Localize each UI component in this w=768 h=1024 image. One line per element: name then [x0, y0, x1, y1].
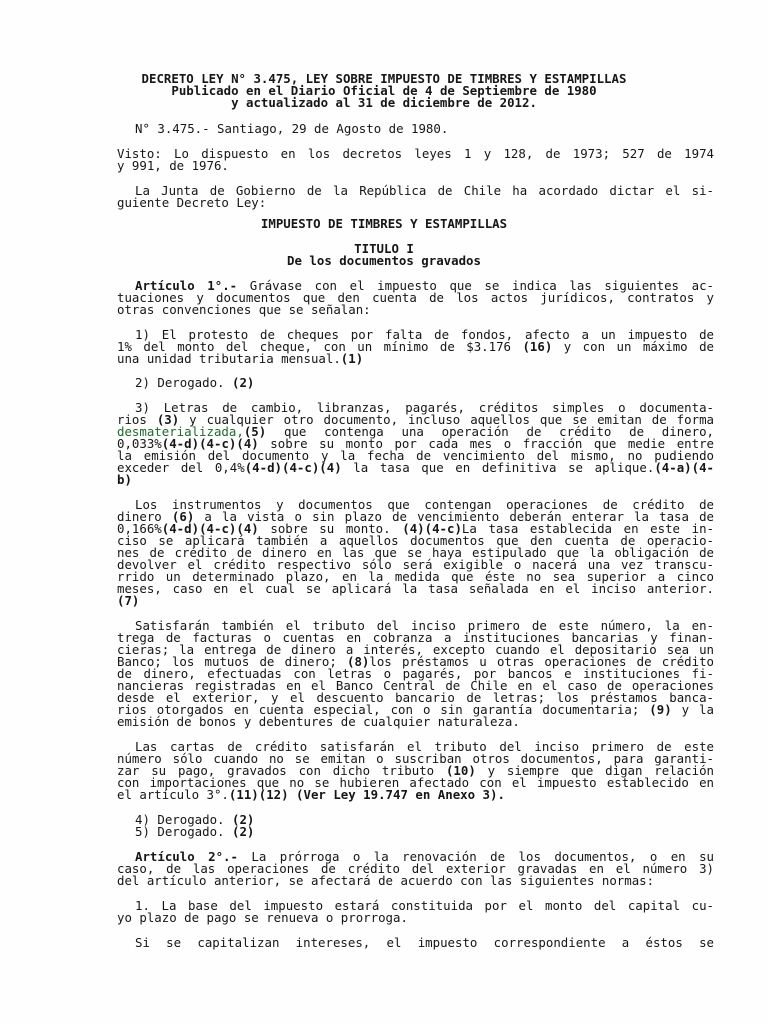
- paragraph-line: dinero (6) a la vista o sin plazo de vencimiento deberán enterar la tasa de: [117, 509, 715, 524]
- footnote-ref: (16): [522, 339, 553, 354]
- numeral-1-line: una unidad tributaria mensual.(1): [117, 351, 364, 366]
- numeral-3-line: desmaterializada,(5) que contenga una operación de crédito de dinero,: [117, 424, 714, 439]
- article-1-line: Artículo 1°.- Grávase con el impuesto que se indica las siguientes ac-: [135, 278, 714, 293]
- highlighted-term: desmaterializada,: [117, 424, 244, 439]
- footnote-ref: (2): [231, 824, 255, 839]
- footnote-ref: b): [117, 472, 132, 487]
- paragraph-line: número sólo cuando no se emitan o suscriban otros documentos, para garanti-: [117, 751, 714, 766]
- paragraph-line: zar su pago, gravados con dicho tributo (10) y siempre que digan relación: [117, 763, 714, 778]
- titulo-subheading: De los documentos gravados: [287, 253, 481, 268]
- paragraph-line: cieras; la entrega de dinero a interés, excepto cuando el depositario sea un: [117, 642, 714, 657]
- footnote-ref: (7): [117, 593, 140, 608]
- footnote-ref: (3): [156, 412, 180, 427]
- section-heading: IMPUESTO DE TIMBRES Y ESTAMPILLAS: [260, 216, 508, 231]
- footnote-ref: (4-a)(4-: [654, 460, 714, 475]
- footnote-ref: (5): [243, 424, 267, 439]
- article-2-numeral-1-line: yo plazo de pago se renueva o prorroga.: [117, 910, 408, 925]
- article-2-line: del artículo anterior, se afectará de acuerdo con las siguientes normas:: [117, 873, 655, 888]
- paragraph-line: desde el exterior, y el descuento bancario de letras; los préstamos banca-: [117, 690, 714, 705]
- article-2-paragraph-line: Si se capitalizan intereses, el impuesto correspondiente a éstos se: [135, 935, 714, 950]
- paragraph-line: rios otorgados en cuenta especial, con o sin garantía documentaria; (9) y la: [117, 702, 714, 717]
- numeral-3-line: exceder del 0,4%(4-d)(4-c)(4) la tasa que en definitiva se aplique.(4-a)(4-: [117, 460, 714, 475]
- paragraph-line: emisión de bonos y debentures de cualquier naturaleza.: [117, 714, 520, 729]
- paragraph-line: Satisfarán también el tributo del inciso primero de este número, la en-: [135, 618, 714, 633]
- footnote-ref: (2): [231, 375, 255, 390]
- titulo-heading: TITULO I: [354, 241, 414, 256]
- junta-line: La Junta de Gobierno de la República de Chile ha acordado dictar el si-: [135, 183, 714, 198]
- paragraph-line: nes de crédito de dinero en las que se haya estipulado que la obligación de: [117, 545, 714, 560]
- paragraph-line: ciso se aplicará también a aquellos documentos que den cuenta de operacio-: [117, 533, 714, 548]
- article-2-line: Artículo 2°.- La prórroga o la renovación de los documentos, o en su: [135, 849, 714, 864]
- footnote-ref: (9): [649, 702, 672, 717]
- footnote-ref: (6): [171, 509, 195, 524]
- article-1-line: otras convenciones que se señalan:: [117, 302, 371, 317]
- update-line: y actualizado al 31 de diciembre de 2012.: [231, 95, 537, 110]
- paragraph-line: nancieras registradas en el Banco Central de Chile en el caso de operaciones: [117, 678, 714, 693]
- numeral-3-line: la emisión del documento y la fecha de vencimiento del mismo, no pudiendo: [117, 448, 714, 463]
- footnote-ref: (4)(4-c): [402, 521, 462, 536]
- article-2-line: caso, de las operaciones de crédito del exterior gravadas en el número 3): [117, 861, 714, 876]
- junta-line: guiente Decreto Ley:: [117, 195, 267, 210]
- paragraph-line: rrido un determinado plazo, en la medida que éste no sea superior a cinco: [117, 569, 714, 584]
- paragraph-line: Los instrumentos y documentos que contengan operaciones de crédito de: [135, 497, 714, 512]
- publication-line: Publicado en el Diario Oficial de 4 de Septiembre de 1980: [171, 83, 597, 98]
- paragraph-line: Las cartas de crédito satisfarán el tributo del inciso primero de este: [135, 739, 714, 754]
- article-1-label: Artículo 1°.-: [135, 278, 238, 293]
- paragraph-line: 0,166%(4-d)(4-c)(4) sobre su monto. (4)(4-c)La tasa establecida en este in-: [117, 521, 714, 536]
- paragraph-line: trega de facturas o cuentas en cobranza a instituciones bancarias y finan-: [117, 630, 714, 645]
- footnote-ref: (8): [347, 654, 370, 669]
- footnote-ref: (4-d)(4-c)(4): [161, 436, 259, 451]
- paragraph-line: de dinero, efectuadas con letras o pagarés, por bancos e instituciones fi-: [117, 666, 714, 681]
- numeral-5-line: 5) Derogado. (2): [135, 824, 255, 839]
- numeral-2-line: 2) Derogado. (2): [135, 375, 255, 390]
- visto-line: Visto: Lo dispuesto en los decretos leyes 1 y 128, de 1973; 527 de 1974: [117, 146, 714, 161]
- paragraph-line: el artículo 3°.(11)(12) (Ver Ley 19.747 en Anexo 3).: [117, 787, 505, 802]
- footnote-ref: (11)(12) (Ver Ley 19.747 en Anexo 3).: [228, 787, 505, 802]
- article-1-line: tuaciones y documentos que den cuenta de los actos jurídicos, contratos y: [117, 290, 714, 305]
- footnote-ref: (4-d)(4-c)(4): [161, 521, 259, 536]
- numeral-3-line: 0,033%(4-d)(4-c)(4) sobre su monto por cada mes o fracción que medie entre: [117, 436, 714, 451]
- paragraph-line: meses, caso en el cual se aplicará la tasa señalada en el inciso anterior.: [117, 581, 714, 596]
- footnote-ref: (4-d)(4-c)(4): [244, 460, 342, 475]
- footnote-ref: (10): [445, 763, 476, 778]
- numeral-1-line: 1) El protesto de cheques por falta de fondos, afecto a un impuesto de: [135, 327, 714, 342]
- numeral-3-line: 3) Letras de cambio, libranzas, pagarés, créditos simples o documenta-: [135, 400, 714, 415]
- visto-line: y 991, de 1976.: [117, 158, 229, 173]
- article-2-numeral-1-line: 1. La base del impuesto estará constituida por el monto del capital cu-: [135, 898, 714, 913]
- paragraph-line: con importaciones que no se hubieren afectado con el impuesto establecido en: [117, 775, 714, 790]
- numeral-1-line: 1% del monto del cheque, con un mínimo de $3.176 (16) y con un máximo de: [117, 339, 714, 354]
- article-2-label: Artículo 2°.-: [135, 849, 238, 864]
- numeral-4-line: 4) Derogado. (2): [135, 812, 255, 827]
- decree-number-date: N° 3.475.- Santiago, 29 de Agosto de 1980.: [135, 121, 449, 136]
- document-title: DECRETO LEY N° 3.475, LEY SOBRE IMPUESTO DE TIMBRES Y ESTAMPILLAS: [141, 71, 627, 86]
- paragraph-line: Banco; los mutuos de dinero; (8)los préstamos u otras operaciones de crédito: [117, 654, 715, 669]
- paragraph-line: devolver el crédito respectivo sólo será exigible o nacerá una vez transcu-: [117, 557, 714, 572]
- footnote-ref: (1): [340, 351, 364, 366]
- numeral-3-line: rios (3) y cualquier otro documento, incluso aquellos que se emitan de forma: [117, 412, 714, 427]
- footnote-ref: (2): [231, 812, 255, 827]
